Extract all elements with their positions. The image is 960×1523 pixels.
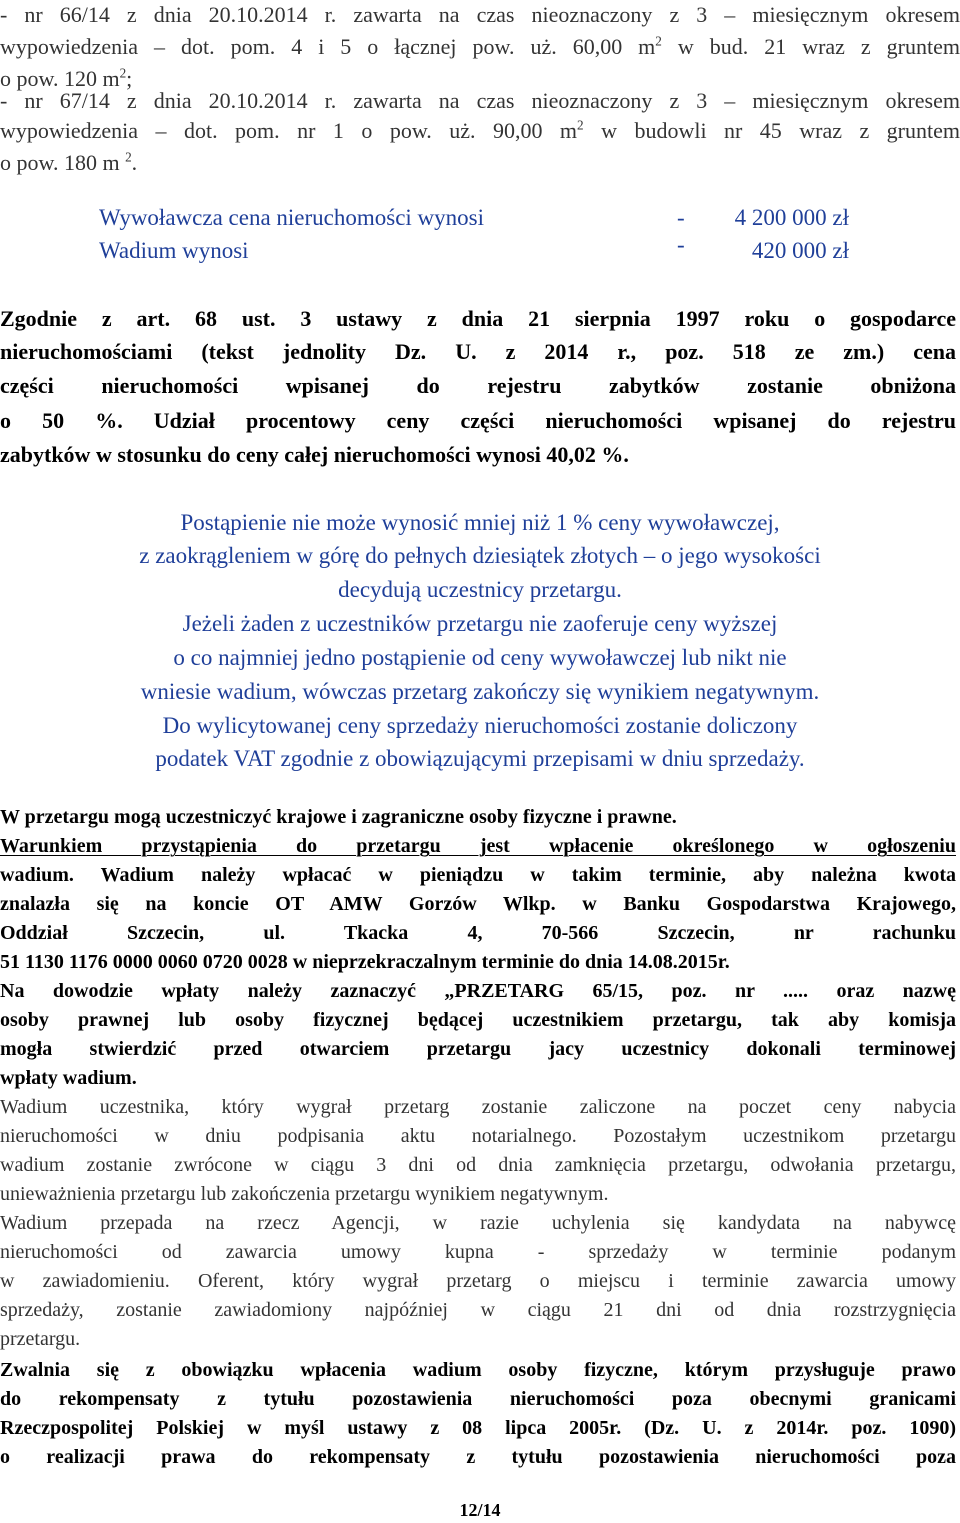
intro-line-4: - nr 67/14 z dnia 20.10.2014 r. zawarta na czas nieoznaczony z 3 – miesięcznym okresem xyxy=(0,88,960,113)
deposit-row xyxy=(99,232,859,268)
notice-line-8: podatek VAT zgodnie z obowiązującymi przepisami w dniu sprzedaży. xyxy=(155,746,805,771)
starting-price-label: Wywoławcza cena nieruchomości wynosi xyxy=(99,205,485,230)
notice-line-2: z zaokrągleniem w górę do pełnych dziesiątek złotych – o jego wysokości xyxy=(139,543,821,568)
reduction-line-1: Zgodnie z art. 68 ust. 3 ustawy z dnia 21 sierpnia 1997 roku o gospodarce xyxy=(0,306,956,331)
intro-line-5: wypowiedzenia – dot. pom. nr 1 o pow. uż. 90,00 $m^2$ w budowli nr 45 wraz z gruntem xyxy=(0,117,960,143)
reduction-line-3: części nieruchomości wpisanej do rejestru zabytków zostanie obniżona xyxy=(0,373,956,398)
reduction-line-2: nieruchomościami (tekst jednolity Dz. U. z 2014 r., poz. 518 ze zm.) cena xyxy=(0,339,956,364)
starting-price-row xyxy=(99,205,859,235)
intro-line-1: - nr 66/14 z dnia 20.10.2014 r. zawarta na czas nieoznaczony z 3 – miesięcznym okresem xyxy=(0,2,960,27)
body-line: W przetargu mogą uczestniczyć krajowe i zagraniczne osoby fizyczne i prawne. xyxy=(0,806,677,828)
reduction-line-4: o 50 %. Udział procentowy ceny części nieruchomości wpisanej do rejestru xyxy=(0,408,956,433)
notice-line-5: o co najmniej jedno postąpienie od ceny wywoławczej lub nikt nie xyxy=(173,645,787,670)
body-line: nieruchomości od zawarcia umowy kupna - sprzedaży w terminie podanym xyxy=(0,1241,956,1263)
body-line: Warunkiem przystąpienia do przetargu jest wpłacenie określonego w ogłoszeniu xyxy=(0,835,956,857)
body-line: mogła stwierdzić przed otwarciem przetargu jacy uczestnicy dokonali terminowej xyxy=(0,1038,956,1060)
starting-price-dash: - xyxy=(677,205,685,230)
body-line: przetargu. xyxy=(0,1328,81,1350)
notice-line-7: Do wylicytowanej ceny sprzedaży nieruchomości zostanie doliczony xyxy=(162,713,798,738)
intro-line-3: o pow. 120 $m^2$; xyxy=(0,65,133,91)
body-line: Wadium uczestnika, który wygrał przetarg zostanie zaliczone na poczet ceny nabycia xyxy=(0,1096,956,1118)
body-line: osoby prawnej lub osoby fizycznej będącej uczestnikiem przetargu, tak aby komisja xyxy=(0,1009,956,1031)
intro-line-2: wypowiedzenia – dot. pom. 4 i 5 o łącznej pow. uż. 60,00 $m^2$ w bud. 21 wraz z gruntem xyxy=(0,33,960,59)
notice-line-3: decydują uczestnicy przetargu. xyxy=(338,577,622,602)
body-line: wadium. Wadium należy wpłacać w pieniądzu w takim terminie, aby należna kwota xyxy=(0,864,956,886)
deposit-label: Wadium wynosi xyxy=(99,238,249,263)
body-line: 51 1130 1176 0000 0060 0720 0028 w nieprzekraczalnym terminie do dnia 14.08.2015r. xyxy=(0,951,730,973)
starting-price-value: 4 200 000 zł xyxy=(734,205,849,230)
intro-line-6: o pow. 180 m $^2$. xyxy=(0,149,138,175)
notice-line-4: Jeżeli żaden z uczestników przetargu nie zaoferuje ceny wyższej xyxy=(182,611,778,636)
body-line: unieważnienia przetargu lub zakończenia przetargu wynikiem negatywnym. xyxy=(0,1183,609,1205)
body-line: w zawiadomieniu. Oferent, który wygrał przetarg o miejscu i terminie zawarcia umowy xyxy=(0,1270,956,1292)
body-line: Oddział Szczecin, ul. Tkacka 4, 70-566 Szczecin, nr rachunku xyxy=(0,922,956,944)
deposit-dash: - xyxy=(677,232,685,257)
body-line: znalazła się na koncie OT AMW Gorzów Wlkp. w Banku Gospodarstwa Krajowego, xyxy=(0,893,956,915)
reduction-line-5: zabytków w stosunku do ceny całej nieruchomości wynosi 40,02 %. xyxy=(0,442,629,467)
page-number: 12/14 xyxy=(459,1500,501,1520)
body-line: wadium zostanie zwrócone w ciągu 3 dni od dnia zamknięcia przetargu, odwołania przetargu, xyxy=(0,1154,956,1176)
body-line: Wadium przepada na rzecz Agencji, w razie uchylenia się kandydata na nabywcę xyxy=(0,1212,956,1234)
body-line: nieruchomości w dniu podpisania aktu notarialnego. Pozostałym uczestnikom przetargu xyxy=(0,1125,956,1147)
body-line: o realizacji prawa do rekompensaty z tytułu pozostawienia nieruchomości poza xyxy=(0,1446,956,1468)
deposit-value: 420 000 zł xyxy=(751,238,849,263)
body-line: Rzeczpospolitej Polskiej w myśl ustawy z 08 lipca 2005r. (Dz. U. z 2014r. poz. 1090) xyxy=(0,1417,956,1439)
body-line: Zwalnia się z obowiązku wpłacenia wadium osoby fizyczne, którym przysługuje prawo xyxy=(0,1359,956,1381)
body-line: do rekompensaty z tytułu pozostawienia nieruchomości poza obecnymi granicami xyxy=(0,1388,956,1410)
notice-line-6: wniesie wadium, wówczas przetarg zakończy się wynikiem negatywnym. xyxy=(140,679,820,704)
body-line: Na dowodzie wpłaty należy zaznaczyć „PRZETARG 65/15, poz. nr ..... oraz nazwę xyxy=(0,980,956,1002)
body-line: sprzedaży, zostanie zawiadomiony najpóźniej w ciągu 21 dni od dnia rozstrzygnięcia xyxy=(0,1299,956,1321)
body-line: wpłaty wadium. xyxy=(0,1067,137,1089)
notice-line-1: Postąpienie nie może wynosić mniej niż 1 % ceny wywoławczej, xyxy=(180,510,780,535)
